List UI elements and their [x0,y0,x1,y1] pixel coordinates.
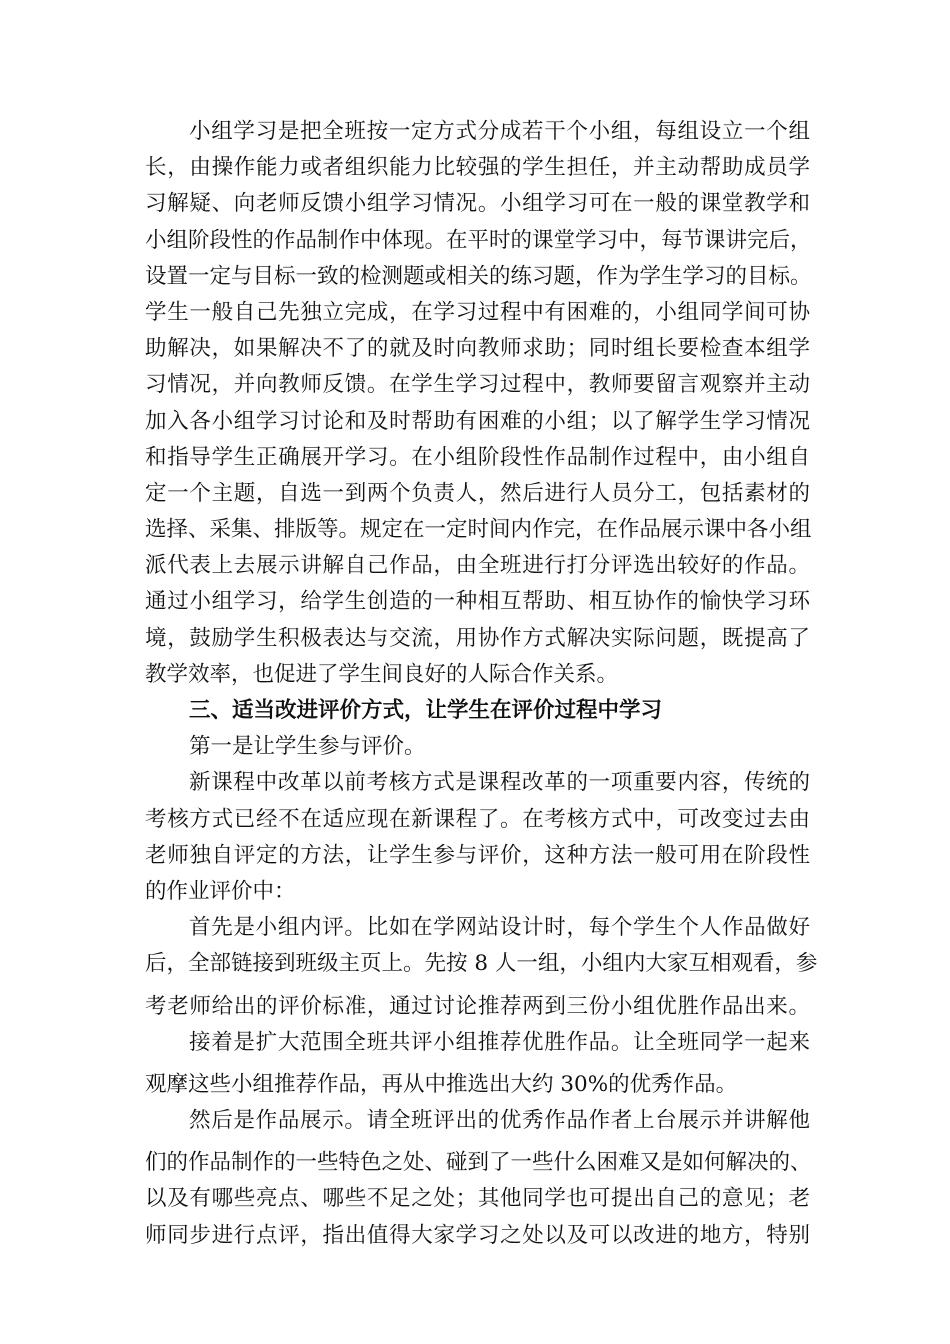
text-line: 师同步进行点评，指出值得大家学习之处以及可以改进的地方，特别 [145,1222,810,1248]
text-line: 长，由操作能力或者组织能力比较强的学生担任，并主动帮助成员学 [145,155,810,181]
text-line: 考核方式已经不在适应现在新课程了。在考核方式中，可改变过去由 [145,806,810,832]
text-line: 习解疑、向老师反馈小组学习情况。小组学习可在一般的课堂教学和 [145,191,810,217]
document-body [145,114,818,1254]
text-line: 首先是小组内评。比如在学网站设计时，每个学生个人作品做好 [189,915,810,941]
text-line: 新课程中改革以前考核方式是课程改革的一项重要内容，传统的 [189,770,810,796]
text-line: 然后是作品展示。请全班评出的优秀作品作者上台展示并讲解他 [189,1108,810,1134]
text-line: 后，全部链接到班级主页上。先按 8 人一组，小组内大家互相观看，参 [145,951,818,977]
text-line: 观摩这些小组推荐作品，再从中推选出大约 30%的优秀作品。 [145,1071,738,1097]
text-line: 加入各小组学习讨论和及时帮助有困难的小组；以了解学生学习情况 [145,408,810,434]
text-line: 考老师给出的评价标准，通过讨论推荐两到三份小组优胜作品出来。 [145,993,810,1019]
text-line: 学生一般自己先独立完成，在学习过程中有困难的，小组同学间可协 [145,299,810,325]
section-heading: 三、适当改进评价方式，让学生在评价过程中学习 [189,698,663,723]
text-line: 小组阶段性的作品制作中体现。在平时的课堂学习中，每节课讲完后， [145,227,812,253]
text-line: 们的作品制作的一些特色之处、碰到了一些什么困难又是如何解决的、 [145,1150,812,1176]
text-line: 境，鼓励学生积极表达与交流，用协作方式解决实际问题，既提高了 [145,625,810,651]
text-line: 接着是扩大范围全班共评小组推荐优胜作品。让全班同学一起来 [189,1029,810,1055]
text-line: 小组学习是把全班按一定方式分成若干个小组，每组设立一个组 [189,119,810,144]
text-line: 老师独自评定的方法，让学生参与评价，这种方法一般可用在阶段性 [145,842,810,868]
text-line: 习情况，并向教师反馈。在学生学习过程中，教师要留言观察并主动 [145,372,810,398]
text-line: 通过小组学习，给学生创造的一种相互帮助、相互协作的愉快学习环 [145,589,810,615]
text-line: 派代表上去展示讲解自己作品，由全班进行打分评选出较好的作品。 [145,553,810,579]
text-line: 选择、采集、排版等。规定在一定时间内作完，在作品展示课中各小组 [145,517,812,543]
text-line: 助解决，如果解决不了的就及时向教师求助；同时组长要检查本组学 [145,336,810,362]
text-line: 教学效率，也促进了学生间良好的人际合作关系。 [145,661,619,687]
text-line: 的作业评价中： [145,878,296,904]
text-line: 和指导学生正确展开学习。在小组阶段性作品制作过程中，由小组自 [145,444,810,470]
text-line: 以及有哪些亮点、哪些不足之处；其他同学也可提出自己的意见；老 [145,1186,810,1212]
text-line: 设置一定与目标一致的检测题或相关的练习题，作为学生学习的目标。 [145,263,812,289]
text-line: 第一是让学生参与评价。 [189,734,426,760]
text-line: 定一个主题，自选一到两个负责人，然后进行人员分工，包括素材的 [145,480,810,506]
